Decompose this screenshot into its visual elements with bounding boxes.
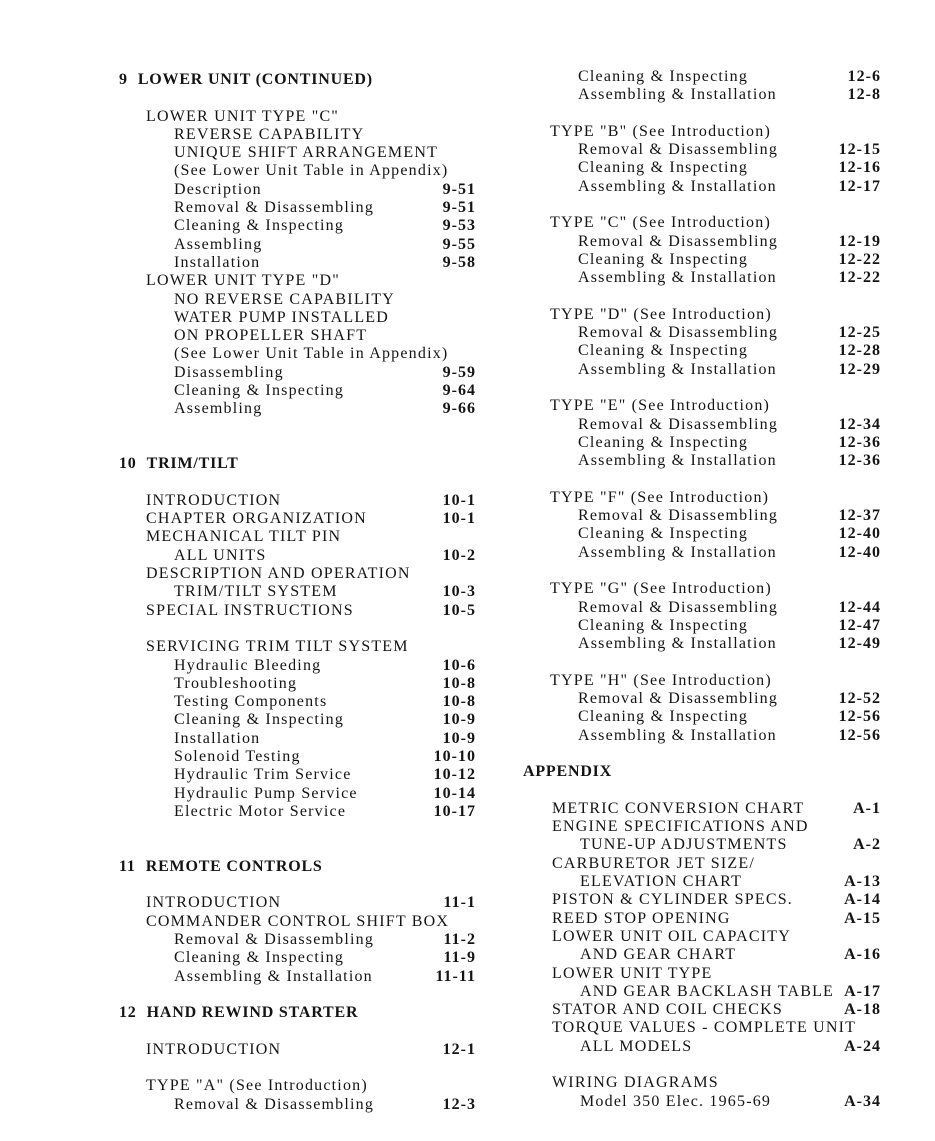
toc-entry [523, 855, 881, 873]
entry-label: Removal & Disassembling [578, 141, 779, 159]
entry-page: A-34 [844, 1092, 881, 1110]
entry-page: 10-17 [433, 802, 476, 820]
entry-page: 9-51 [442, 199, 476, 217]
toc-entry [119, 1096, 476, 1114]
entry-page: 9-53 [442, 217, 476, 235]
entry-label: Assembling & Installation [578, 177, 777, 195]
toc-entry [523, 507, 881, 525]
toc-entry [119, 547, 476, 565]
entry-label: Model 350 Elec. 1965-69 [580, 1092, 772, 1110]
entry-page: 10-6 [442, 656, 476, 674]
entry-label: Cleaning & Inspecting [578, 342, 749, 360]
entry-label: (See Lower Unit Table in Appendix) [174, 162, 449, 180]
entry-label: Assembling & Installation [174, 967, 373, 985]
entry-label: ALL UNITS [174, 546, 267, 564]
entry-label: CHAPTER ORGANIZATION [146, 510, 367, 528]
entry-label: CARBURETOR JET SIZE/ [552, 854, 755, 872]
entry-label: TYPE "H" (See Introduction) [550, 671, 772, 689]
toc-entry [119, 345, 476, 363]
toc-entry [523, 1074, 881, 1092]
entry-label: Assembling & Installation [578, 635, 777, 653]
toc-entry [523, 1001, 881, 1019]
entry-label: Assembling & Installation [578, 360, 777, 378]
toc-entry [119, 638, 476, 656]
entry-label: LOWER UNIT TYPE "C" [146, 107, 340, 125]
toc-entry [523, 214, 881, 232]
chapter-number: 9 [119, 71, 128, 88]
toc-entry [523, 397, 881, 415]
toc-entry [119, 181, 476, 199]
toc-entry [119, 657, 476, 675]
toc-entry [523, 324, 881, 342]
entry-page: 12-56 [838, 708, 881, 726]
entry-page: 12-6 [847, 68, 881, 85]
toc-entry [523, 86, 881, 104]
entry-label: Cleaning & Inspecting [578, 708, 749, 726]
entry-label: PISTON & CYLINDER SPECS. [552, 891, 793, 909]
entry-label: Electric Motor Service [174, 802, 347, 820]
entry-label: Hydraulic Trim Service [174, 766, 352, 784]
entry-page: 12-22 [838, 250, 881, 268]
toc-entry [523, 800, 881, 818]
entry-label: Cleaning & Inspecting [578, 433, 749, 451]
entry-page: A-2 [853, 836, 881, 854]
entry-label: Disassembling [174, 363, 284, 381]
toc-entry [523, 452, 881, 470]
entry-label: Cleaning & Inspecting [174, 711, 345, 729]
entry-label: LOWER UNIT TYPE [552, 964, 713, 982]
toc-entry [119, 931, 476, 949]
entry-page: 9-59 [442, 363, 476, 381]
entry-label: Assembling & Installation [578, 452, 777, 470]
entry-label: NO REVERSE CAPABILITY [174, 290, 396, 308]
toc-entry [523, 708, 881, 726]
entry-label: Assembling & Installation [578, 726, 777, 744]
entry-label: LOWER UNIT OIL CAPACITY [552, 927, 791, 945]
toc-entry [523, 306, 881, 324]
toc-entry [119, 217, 476, 235]
entry-label: TORQUE VALUES - COMPLETE UNIT [552, 1019, 857, 1037]
toc-entry [119, 309, 476, 327]
toc-entry [523, 580, 881, 598]
entry-label: TYPE "E" (See Introduction) [550, 397, 771, 415]
toc-entry [523, 836, 881, 854]
entry-label: Assembling & Installation [578, 543, 777, 561]
toc-entry [119, 803, 476, 821]
toc-entry [119, 748, 476, 766]
chapter-number: 11 [119, 857, 136, 875]
entry-label: MECHANICAL TILT PIN [146, 528, 342, 546]
chapter-heading [119, 858, 476, 876]
entry-page: 11-2 [443, 930, 476, 948]
toc-entry [523, 141, 881, 159]
toc-entry [523, 159, 881, 177]
toc-entry [523, 178, 881, 196]
entry-page: 11-11 [435, 967, 476, 985]
entry-label: Description [174, 180, 262, 198]
toc-entry [119, 894, 476, 912]
toc-entry [119, 144, 476, 162]
entry-label: Installation [174, 729, 261, 747]
entry-label: COMMANDER CONTROL SHIFT BOX [146, 912, 450, 930]
entry-page: 10-3 [442, 583, 476, 601]
entry-page: 9-55 [442, 235, 476, 253]
toc-entry [119, 327, 476, 345]
entry-page: 9-66 [442, 400, 476, 418]
toc-entry [523, 434, 881, 452]
entry-page: A-13 [844, 873, 881, 891]
entry-label: TYPE "B" (See Introduction) [550, 122, 771, 140]
entry-label: WATER PUMP INSTALLED [174, 308, 390, 326]
toc-entry [523, 416, 881, 434]
entry-page: 10-14 [433, 784, 476, 802]
toc-entry [119, 199, 476, 217]
entry-page: 10-9 [442, 711, 476, 729]
entry-label: ELEVATION CHART [580, 873, 743, 891]
entry-page: 12-44 [838, 598, 881, 616]
entry-label: Removal & Disassembling [174, 199, 375, 217]
toc-entry [523, 342, 881, 360]
toc-entry [523, 635, 881, 653]
toc-entry [119, 400, 476, 418]
entry-label: Hydraulic Bleeding [174, 656, 322, 674]
entry-label: Cleaning & Inspecting [578, 250, 749, 268]
chapter-number: 12 [119, 1004, 137, 1022]
entry-page: 9-64 [442, 382, 476, 400]
entry-label: Cleaning & Inspecting [578, 616, 749, 634]
entry-page: 12-29 [838, 360, 881, 378]
right-column [523, 68, 881, 1111]
toc-entry [523, 68, 881, 86]
toc-entry [119, 1041, 476, 1059]
entry-page: 10-8 [442, 674, 476, 692]
entry-label: (See Lower Unit Table in Appendix) [174, 345, 449, 363]
entry-label: TYPE "C" (See Introduction) [550, 214, 771, 232]
toc-entry [523, 233, 881, 251]
entry-label: Cleaning & Inspecting [578, 525, 749, 543]
toc-entry [119, 272, 476, 290]
entry-page: 12-36 [838, 452, 881, 470]
entry-page: 10-10 [433, 747, 476, 765]
toc-entry [119, 528, 476, 546]
entry-label: Removal & Disassembling [174, 1095, 375, 1113]
appendix-title: APPENDIX [523, 763, 613, 781]
toc-entry [523, 599, 881, 617]
toc-entry [119, 913, 476, 931]
toc-entry [119, 1077, 476, 1095]
toc-entry [523, 690, 881, 708]
toc-entry [523, 891, 881, 909]
toc-entry [523, 123, 881, 141]
toc-entry [119, 711, 476, 729]
toc-entry [523, 1019, 881, 1037]
toc-entry [523, 983, 881, 1001]
entry-page: 11-9 [443, 949, 476, 967]
entry-label: SPECIAL INSTRUCTIONS [146, 601, 354, 619]
toc-entry [119, 108, 476, 126]
toc-entry [119, 254, 476, 272]
entry-page: 12-52 [838, 690, 881, 708]
entry-label: SERVICING TRIM TILT SYSTEM [146, 638, 409, 656]
entry-page: 12-28 [838, 342, 881, 360]
entry-label: Cleaning & Inspecting [174, 217, 345, 235]
entry-page: 12-25 [838, 324, 881, 342]
entry-page: A-16 [844, 946, 881, 964]
toc-entry [523, 672, 881, 690]
entry-page: 12-1 [442, 1040, 476, 1058]
toc-entry [523, 965, 881, 983]
toc-entry [119, 785, 476, 803]
entry-label: TRIM/TILT SYSTEM [174, 583, 338, 601]
entry-label: Cleaning & Inspecting [174, 949, 345, 967]
toc-entry [523, 525, 881, 543]
entry-label: Cleaning & Inspecting [578, 159, 749, 177]
toc-entry [523, 946, 881, 964]
toc-entry [119, 126, 476, 144]
entry-page: A-18 [844, 1001, 881, 1019]
entry-label: Cleaning & Inspecting [174, 382, 345, 400]
toc-entry [523, 928, 881, 946]
entry-label: TYPE "F" (See Introduction) [550, 488, 770, 506]
entry-label: Assembling [174, 235, 263, 253]
entry-label: AND GEAR CHART [580, 946, 737, 964]
entry-label: TYPE "D" (See Introduction) [550, 305, 772, 323]
entry-page: 10-5 [442, 601, 476, 619]
toc-entry [523, 910, 881, 928]
appendix-heading [523, 763, 881, 781]
entry-label: REED STOP OPENING [552, 909, 731, 927]
entry-label: ALL MODELS [580, 1037, 693, 1055]
toc-entry [119, 510, 476, 528]
entry-page: 12-47 [838, 616, 881, 634]
entry-page: 10-1 [442, 491, 476, 509]
entry-page: 10-1 [442, 510, 476, 528]
entry-page: 10-9 [442, 729, 476, 747]
toc-entry [523, 361, 881, 379]
entry-label: ENGINE SPECIFICATIONS AND [552, 818, 809, 836]
entry-page: 10-12 [433, 766, 476, 784]
chapter-heading [119, 1004, 476, 1022]
entry-label: LOWER UNIT TYPE "D" [146, 272, 340, 290]
toc-entry [119, 291, 476, 309]
chapter-title: HAND REWIND STARTER [146, 1004, 359, 1022]
entry-page: A-14 [844, 891, 881, 909]
entry-page: 12-22 [838, 269, 881, 287]
toc-entry [119, 565, 476, 583]
entry-label: WIRING DIAGRAMS [552, 1074, 719, 1092]
entry-page: 12-17 [838, 177, 881, 195]
entry-label: UNIQUE SHIFT ARRANGEMENT [174, 144, 439, 162]
toc-entry [119, 766, 476, 784]
toc-entry [523, 873, 881, 891]
toc-entry [523, 727, 881, 745]
entry-label: TUNE-UP ADJUSTMENTS [580, 836, 788, 854]
toc-entry [119, 968, 476, 986]
chapter-title: REMOTE CONTROLS [145, 857, 323, 875]
entry-label: Removal & Disassembling [578, 232, 779, 250]
toc-entry [523, 269, 881, 287]
entry-page: 12-15 [838, 141, 881, 159]
entry-label: Assembling & Installation [578, 86, 777, 104]
entry-page: 12-49 [838, 635, 881, 653]
entry-label: METRIC CONVERSION CHART [552, 799, 805, 817]
entry-page: 9-58 [442, 253, 476, 271]
entry-page: 12-3 [442, 1095, 476, 1113]
entry-label: TYPE "G" (See Introduction) [550, 580, 772, 598]
entry-page: 10-8 [442, 693, 476, 711]
left-column [119, 71, 476, 1114]
entry-page: 12-16 [838, 159, 881, 177]
toc-entry [523, 818, 881, 836]
entry-page: A-17 [844, 982, 881, 1000]
entry-label: Removal & Disassembling [578, 598, 779, 616]
toc-entry [119, 602, 476, 620]
entry-label: INTRODUCTION [146, 491, 282, 509]
entry-label: INTRODUCTION [146, 894, 282, 912]
entry-label: Removal & Disassembling [578, 507, 779, 525]
toc-entry [119, 949, 476, 967]
toc-entry [119, 492, 476, 510]
entry-page: A-24 [844, 1037, 881, 1055]
toc-entry [119, 364, 476, 382]
entry-label: ON PROPELLER SHAFT [174, 327, 368, 345]
entry-page: 12-34 [838, 415, 881, 433]
entry-label: Hydraulic Pump Service [174, 784, 358, 802]
entry-page: 9-51 [442, 180, 476, 198]
entry-label: Troubleshooting [174, 674, 298, 692]
entry-label: STATOR AND COIL CHECKS [552, 1001, 783, 1019]
entry-label: Assembling [174, 400, 263, 418]
toc-entry [523, 251, 881, 269]
chapter-title: LOWER UNIT (CONTINUED) [137, 71, 373, 88]
toc-entry [119, 583, 476, 601]
toc-entry [523, 1038, 881, 1056]
chapter-title: TRIM/TILT [146, 455, 239, 473]
entry-label: Removal & Disassembling [578, 324, 779, 342]
toc-entry [119, 382, 476, 400]
toc-entry [119, 693, 476, 711]
entry-page: 12-56 [838, 726, 881, 744]
entry-page: 12-36 [838, 433, 881, 451]
entry-page: 12-37 [838, 507, 881, 525]
entry-page: A-15 [844, 909, 881, 927]
toc-entry [119, 675, 476, 693]
chapter-heading [119, 71, 476, 89]
entry-label: Assembling & Installation [578, 269, 777, 287]
toc-entry [523, 617, 881, 635]
toc-entry [119, 236, 476, 254]
entry-page: 12-8 [847, 86, 881, 104]
entry-page: 12-40 [838, 525, 881, 543]
entry-label: Removal & Disassembling [174, 930, 375, 948]
toc-entry [119, 730, 476, 748]
chapter-heading [119, 455, 476, 473]
entry-label: REVERSE CAPABILITY [174, 125, 365, 143]
entry-page: 10-2 [442, 546, 476, 564]
entry-label: Removal & Disassembling [578, 415, 779, 433]
chapter-number: 10 [119, 455, 137, 473]
entry-label: DESCRIPTION AND OPERATION [146, 565, 411, 583]
toc-entry [119, 162, 476, 180]
entry-page: 12-19 [838, 232, 881, 250]
entry-page: 12-40 [838, 543, 881, 561]
entry-label: AND GEAR BACKLASH TABLE [580, 982, 835, 1000]
entry-label: Cleaning & Inspecting [578, 68, 749, 85]
toc-entry [523, 544, 881, 562]
entry-label: INTRODUCTION [146, 1040, 282, 1058]
entry-page: 11-1 [443, 894, 476, 912]
entry-label: Removal & Disassembling [578, 690, 779, 708]
entry-label: Testing Components [174, 693, 328, 711]
toc-entry [523, 489, 881, 507]
toc-entry [523, 1093, 881, 1111]
entry-label: Solenoid Testing [174, 747, 301, 765]
entry-label: Installation [174, 253, 261, 271]
entry-label: TYPE "A" (See Introduction) [146, 1077, 368, 1095]
entry-page: A-1 [853, 799, 881, 817]
